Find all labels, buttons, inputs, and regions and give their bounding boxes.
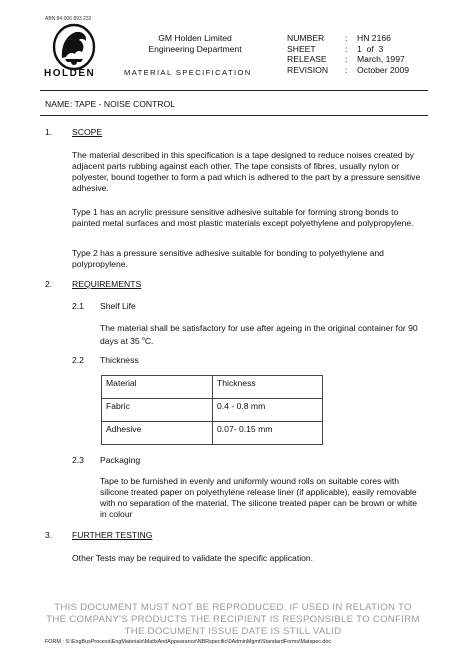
section-title-further-testing: FURTHER TESTING [72,530,153,540]
meta-colon: : [345,54,348,64]
scope-paragraph: The material described in this specification is a tape designed to reduce noises created by adjacent parts rubbing against each other. The tape consists of fibres, usually nylon or polyester, bound together to form a pad which is adhered to the part by a pressure sensitive adhesive. [72,150,421,193]
brand-wordmark: HOLDEN [44,68,96,79]
subsection-number: 2.3 [72,455,84,465]
subsection-title-packaging: Packaging [100,455,141,465]
subsection-title-shelf-life: Shelf Life [100,301,136,311]
shelf-life-text [100,323,426,347]
meta-value: HN 2166 [357,33,391,43]
meta-colon: : [345,43,348,54]
meta-colon: : [345,64,348,75]
table-cell: 0.4 - 0.8 mm [213,399,323,422]
subsection-number: 2.2 [72,355,84,365]
scope-paragraph: Type 1 has an acrylic pressure sensitive adhesive suitable for forming strong bonds to painted metal surfaces and most plastic materials except polyethylene and polypropylene. [72,207,414,228]
meta-key: SHEET [287,43,316,54]
name-divider [40,115,428,116]
table-cell: 0.07- 0.15 mm [213,422,323,445]
meta-row-revision [287,65,409,76]
section-title-scope: SCOPE [72,127,103,137]
company-name: GM Holden Limited [158,33,232,43]
scope-paragraph: Type 2 has a pressure sensitive adhesive suitable for bonding to polyethylene and polypropylene. [72,248,384,269]
table-cell: Material [102,376,213,399]
degree-mark: o [142,336,145,342]
subsection-title-thickness: Thickness [100,355,139,365]
document-type: MATERIAL SPECIFICATION [124,68,252,77]
subsection-number: 2.1 [72,301,84,311]
meta-value: October 2009 [357,64,410,75]
table-cell: Adhesive [102,422,213,445]
temperature-unit: C. [144,335,154,346]
form-path: FORM : S:\EngBusProcess\EngMaterials\MatlsAndAppearance\NBRspecific\0AdminMgmt\StandardForms\Matspec.doc [45,639,332,645]
meta-row-sheet [287,44,409,55]
department-name: Engineering Department [148,44,242,54]
warning-line: THIS DOCUMENT MUST NOT BE REPRODUCED. IF USED IN RELATION TO [54,602,412,613]
packaging-text: Tape to be furnished in evenly and uniformly wound rolls on suitable cores with silicone treated paper on polyethylene release liner (if applicable), easily removable with no separation of the material. The silicone treated paper can be brown or white in colour [100,476,418,519]
header-divider [40,90,428,91]
meta-key: RELEASE [287,54,327,64]
warning-line: THE DOCUMENT ISSUE DATE IS STILL VALID [124,626,342,637]
document-name: NAME: TAPE - NOISE CONTROL [45,99,176,109]
section-number: 3. [45,530,53,540]
table-row [102,422,323,445]
section-number: 2. [45,279,53,289]
meta-value: March, 1997 [357,54,405,64]
meta-key: REVISION [287,64,329,75]
section-title-requirements: REQUIREMENTS [72,279,142,289]
meta-value: 1 of 3 [357,43,384,54]
reproduction-warning [20,602,446,638]
further-testing-text: Other Tests may be required to validate the specific application. [72,553,314,563]
company-block [130,33,260,55]
table-cell: Thickness [213,376,323,399]
abn-number: ABN 84 006 893 232 [45,16,92,22]
thickness-table [101,375,323,445]
meta-row-release [287,54,409,65]
shelf-life-body: The material shall be satisfactory for use after ageing in the original container for 90 days at 35 [100,323,418,346]
meta-row-number [287,33,409,44]
meta-key: NUMBER [287,33,325,43]
table-header-row [102,376,323,399]
table-row [102,399,323,422]
document-meta [287,33,409,75]
table-cell: Fabric [102,399,213,422]
section-number: 1. [45,127,53,137]
warning-line: THE COMPANY'S PRODUCTS THE RECIPIENT IS RESPONSIBLE TO CONFIRM [46,614,420,625]
meta-colon: : [345,33,348,43]
